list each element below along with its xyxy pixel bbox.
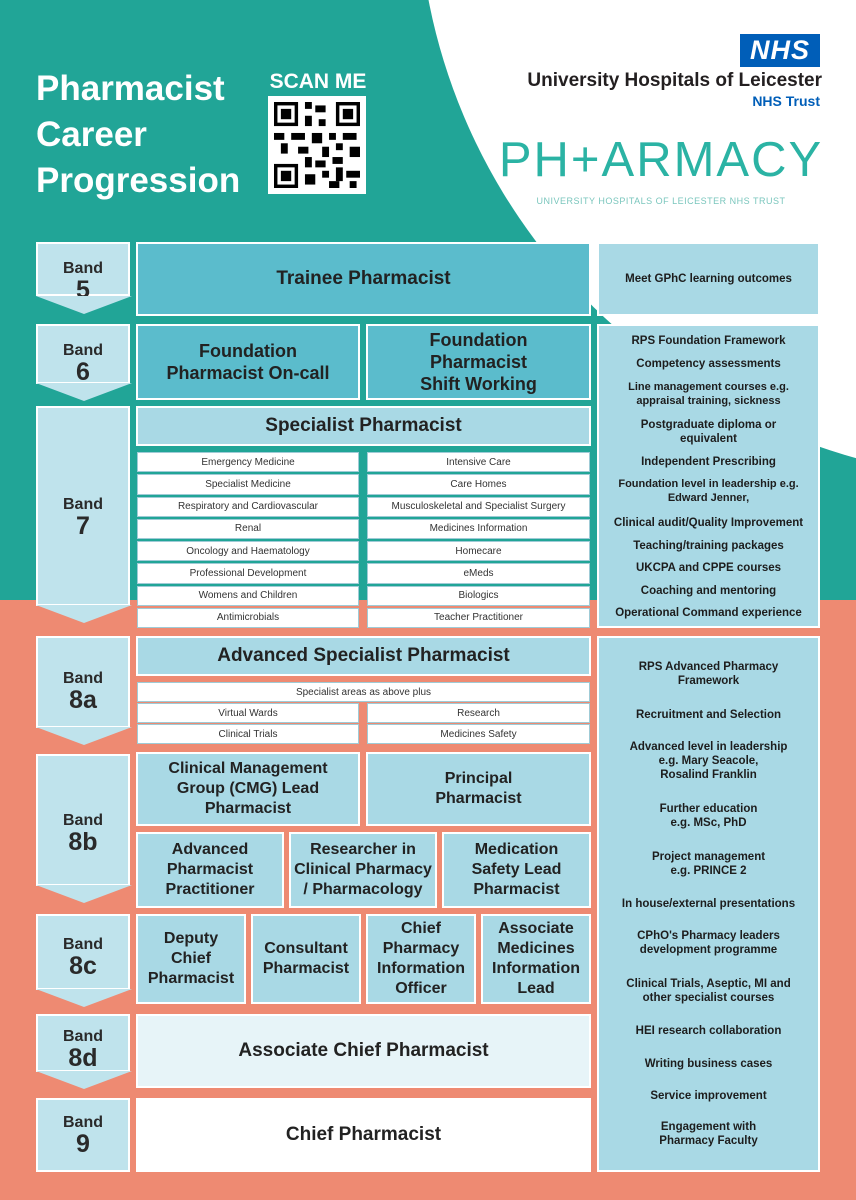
role-cmg-lead: Clinical Management Group (CMG) Lead Pharmacist: [136, 752, 360, 826]
side-item: Teaching/training packages: [633, 540, 784, 552]
band-5-arrow-icon: [36, 296, 132, 314]
band-8b-label: Band 8b: [36, 754, 130, 886]
side-panel-band5: [597, 242, 820, 316]
role-advanced-specialist: Advanced Specialist Pharmacist: [136, 636, 591, 676]
side-item: Clinical Trials, Aseptic, MI and other specialist courses: [626, 978, 791, 1004]
role-chief-pharmacist: Chief Pharmacist: [136, 1098, 591, 1172]
band-7-arrow-icon: [36, 605, 132, 623]
specialty-item: Medicines Safety: [367, 724, 590, 744]
role-advanced-practitioner: Advanced Pharmacist Practitioner: [136, 832, 284, 908]
specialty-item: Respiratory and Cardiovascular: [137, 497, 359, 517]
band-8c-label: Band 8c: [36, 914, 130, 990]
side-item: Line management courses e.g. appraisal training, sickness: [628, 381, 789, 407]
role-principal-pharmacist: Principal Pharmacist: [366, 752, 591, 826]
side-item: Project management e.g. PRINCE 2: [651, 851, 766, 877]
side-item: Competency assessments: [636, 358, 781, 370]
side-item: Clinical audit/Quality Improvement: [613, 517, 804, 529]
pharmacy-logo-subtitle: UNIVERSITY HOSPITALS OF LEICESTER NHS TRUST: [536, 196, 786, 206]
band-6-arrow-icon: [36, 383, 132, 401]
specialty-item: Virtual Wards: [137, 703, 359, 723]
side-panel-band8-9: [597, 636, 820, 1172]
side-item: Postgraduate diploma or equivalent: [640, 419, 777, 445]
side-item: Operational Command experience: [615, 607, 802, 619]
side-item: In house/external presentations: [621, 898, 796, 910]
band-8a-arrow-icon: [36, 727, 132, 745]
band-8d-label: Band 8d: [36, 1014, 130, 1072]
role-consultant: Consultant Pharmacist: [251, 914, 361, 1004]
specialty-item: Emergency Medicine: [137, 452, 359, 472]
role-trainee-pharmacist: Trainee Pharmacist: [136, 242, 591, 316]
specialty-item: Care Homes: [367, 474, 590, 494]
specialties-right-column: [367, 452, 590, 628]
specialty-item: Oncology and Haematology: [137, 541, 359, 561]
scan-me-label: SCAN ME: [269, 70, 367, 93]
pharmacy-logo: PH+ARMACY: [498, 133, 824, 187]
side-item: Advanced level in leadership e.g. Mary Seacole, Rosalind Franklin: [629, 741, 788, 781]
role-chief-pharmacy-info-officer: Chief Pharmacy Information Officer: [366, 914, 476, 1004]
side-item: CPhO's Pharmacy leaders development programme: [637, 930, 780, 956]
nhs-logo: NHS: [740, 34, 820, 67]
side-item: RPS Foundation Framework: [631, 335, 786, 347]
specialist-areas-header: Specialist areas as above plus: [137, 682, 590, 702]
band-8a-label: Band 8a: [36, 636, 130, 728]
side-item: UKCPA and CPPE courses: [635, 562, 782, 574]
specialty-item: Antimicrobials: [137, 608, 359, 628]
band-7-label: Band 7: [36, 406, 130, 606]
specialties-left-column: [137, 452, 359, 628]
role-foundation-shift: Foundation Pharmacist Shift Working: [366, 324, 591, 400]
specialty-item: Intensive Care: [367, 452, 590, 472]
band-6-label: Band 6: [36, 324, 130, 384]
side-item: Engagement with Pharmacy Faculty: [659, 1121, 758, 1147]
specialty-item: Biologics: [367, 586, 590, 606]
specialty-item: Medicines Information: [367, 519, 590, 539]
side-item: Meet GPhC learning outcomes: [625, 273, 792, 285]
specialty-item: Specialist Medicine: [137, 474, 359, 494]
page-title: Pharmacist Career Progression: [36, 69, 241, 200]
specialty-item: Teacher Practitioner: [367, 608, 590, 628]
specialty-item: Womens and Children: [137, 586, 359, 606]
specialty-item: Clinical Trials: [137, 724, 359, 744]
side-item: RPS Advanced Pharmacy Framework: [638, 661, 779, 687]
side-item: Foundation level in leadership e.g. Edward Jenner,: [618, 478, 799, 504]
side-item: Service improvement: [650, 1090, 767, 1102]
role-associate-chief: Associate Chief Pharmacist: [136, 1014, 591, 1088]
qr-code[interactable]: [268, 96, 366, 194]
role-researcher: Researcher in Clinical Pharmacy / Pharmacology: [289, 832, 437, 908]
role-foundation-oncall: Foundation Pharmacist On-call: [136, 324, 360, 400]
band-8b-arrow-icon: [36, 885, 132, 903]
trust-name: NHS Trust: [752, 93, 820, 109]
specialty-item: Renal: [137, 519, 359, 539]
organisation-name: University Hospitals of Leicester: [527, 70, 822, 91]
specialty-item: Research: [367, 703, 590, 723]
specialty-item: Professional Development: [137, 563, 359, 583]
qr-code-icon: [274, 102, 360, 188]
side-item: Further education e.g. MSc, PhD: [659, 803, 758, 829]
side-item: Independent Prescribing: [641, 456, 776, 468]
band-8d-arrow-icon: [36, 1071, 132, 1089]
specialty-item: eMeds: [367, 563, 590, 583]
side-item: HEI research collaboration: [635, 1025, 782, 1037]
role-associate-mi-lead: Associate Medicines Information Lead: [481, 914, 591, 1004]
side-item: Recruitment and Selection: [635, 709, 782, 721]
role-specialist-pharmacist: Specialist Pharmacist: [136, 406, 591, 446]
side-item: Writing business cases: [644, 1058, 773, 1070]
band-8c-arrow-icon: [36, 989, 132, 1007]
role-deputy-chief: Deputy Chief Pharmacist: [136, 914, 246, 1004]
specialty-item: Homecare: [367, 541, 590, 561]
side-panel-band6-7: [597, 324, 820, 628]
specialty-item: Musculoskeletal and Specialist Surgery: [367, 497, 590, 517]
role-medication-safety-lead: Medication Safety Lead Pharmacist: [442, 832, 591, 908]
side-item: Coaching and mentoring: [640, 585, 777, 597]
band-5-label: Band 5: [36, 242, 130, 296]
band-9-label: Band 9: [36, 1098, 130, 1172]
